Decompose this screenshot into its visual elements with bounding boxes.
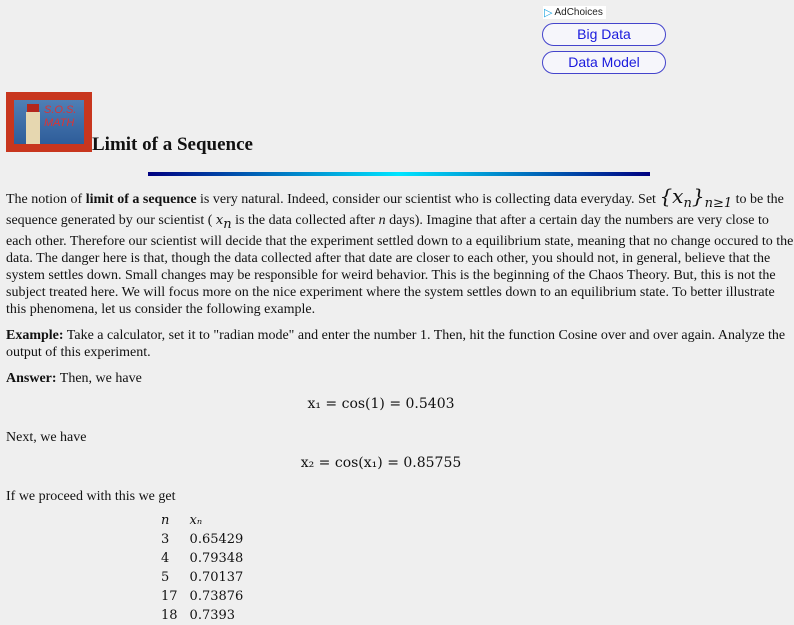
sos-math-logo[interactable]: S.O.S. MATH [6,92,92,152]
adchoices-link[interactable] [543,6,606,19]
iteration-table [161,511,255,625]
answer-paragraph: Answer: Then, we have [6,370,142,386]
big-data-button[interactable]: Big Data [542,23,666,46]
table-row: 5 0.70137 [161,569,244,585]
proceed-text: If we proceed with this we get [6,488,176,504]
adchoices-icon: ▷ [544,7,553,19]
table-header: n xₙ [161,512,203,528]
intro-paragraph: The notion of limit of a sequence is very natural. Indeed, consider our scientist who is collecting data everyday. Set $\{x_n\}_{n\ge 1}$ to be the sequence generated by our scientist ( $x_n$ is the data collected after n days). Imagine that after a certain day the numbers are very close to each other. Therefore our scientist will decide that the experiment settled down to a equilibrium state, meaning that no change occured to the data. The danger here is that, though the data collected after that date are closer to each other, you should not, in general, believe that the system settles down. Small changes may be responsible for weird behavior. This is the beginning of the Chaos Theory. But, this is not the subject treated here. We will focus more on the nice experiment where the system settles down to an equilibrium state. To better illustrate this phenomena, let us consider the following example. [6,184,794,317]
page-title: Limit of a Sequence [92,134,253,155]
next-text: Next, we have [6,429,87,445]
adchoices-label: AdChoices [554,7,603,18]
divider [148,172,650,176]
data-model-button[interactable]: Data Model [542,51,666,74]
table-row: 4 0.79348 [161,550,244,566]
equation-x1: x₁ = cos(1) = 0.5403 [307,395,455,412]
equation-x2: x₂ = cos(x₁) = 0.85755 [300,454,462,471]
example-paragraph: Example: Take a calculator, set it to "radian mode" and enter the number 1. Then, hit the function Cosine over and over again. Analyze the output of this experiment. [6,327,786,360]
table-row: 18 0.7393 [161,607,236,623]
article-body [6,184,794,625]
lighthouse-icon [26,112,40,144]
table-row: 3 0.65429 [161,531,244,547]
table-row: 17 0.73876 [161,588,244,604]
